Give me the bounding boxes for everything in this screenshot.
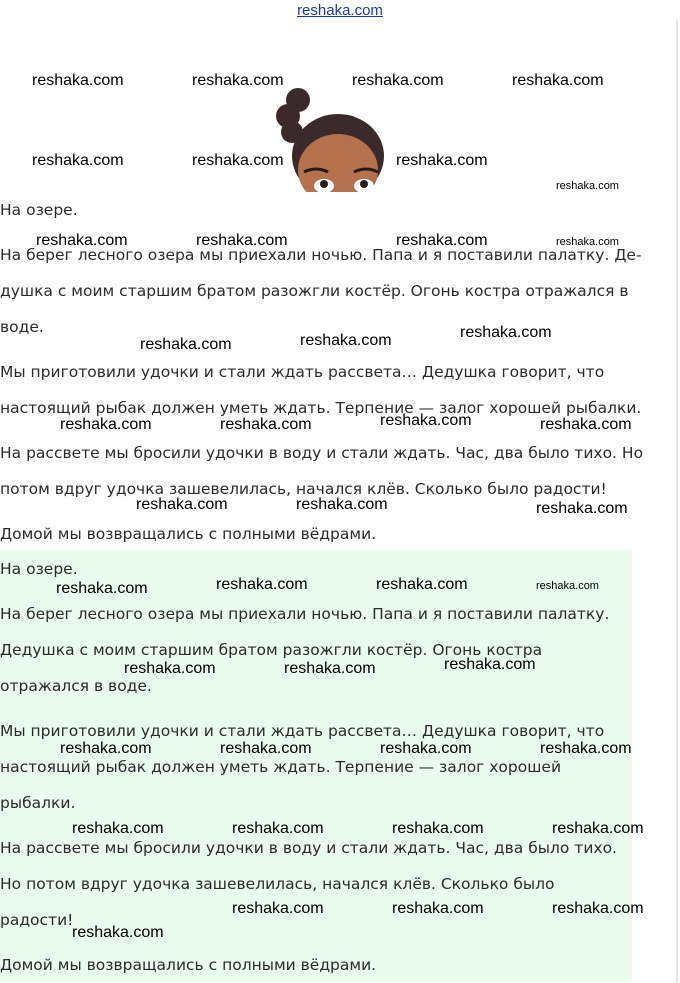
watermark: reshaka.com	[376, 576, 468, 593]
watermark: reshaka.com	[232, 900, 324, 917]
watermark: reshaka.com	[60, 416, 152, 433]
watermark: reshaka.com	[56, 580, 148, 597]
watermark: reshaka.com	[536, 500, 628, 517]
watermark: reshaka.com	[136, 496, 228, 513]
watermark: reshaka.com	[72, 924, 164, 941]
watermark: reshaka.com	[444, 656, 536, 673]
watermark: reshaka.com	[220, 740, 312, 757]
watermark: reshaka.com	[540, 416, 632, 433]
watermark: reshaka.com	[192, 72, 284, 89]
paragraph-line: душка с моим старшим братом разожгли костёр. Огонь костра отражался в	[0, 282, 629, 300]
watermark: reshaka.com	[540, 740, 632, 757]
paragraph-title: На озере.	[0, 560, 78, 578]
watermark: reshaka.com	[232, 820, 324, 837]
paragraph-title: На озере.	[0, 201, 78, 219]
paragraph-line: Но потом вдруг удочка зашевелилась, начался клёв. Сколько было	[0, 875, 555, 893]
watermark: reshaka.com	[380, 740, 472, 757]
paragraph-line: На рассвете мы бросили удочки в воду и стали ждать. Час, два было тихо. Но	[0, 444, 644, 462]
watermark: reshaka.com	[392, 900, 484, 917]
paragraph-line: настоящий рыбак должен уметь ждать. Терпение — залог хорошей	[0, 758, 562, 776]
watermark: reshaka.com	[352, 72, 444, 89]
watermark: reshaka.com	[512, 72, 604, 89]
watermark: reshaka.com	[196, 232, 288, 249]
paragraph-line: Домой мы возвращались с полными вёдрами.	[0, 525, 377, 543]
watermark: reshaka.com	[300, 332, 392, 349]
watermark: reshaka.com	[392, 820, 484, 837]
watermark: reshaka.com	[216, 576, 308, 593]
watermark: reshaka.com	[460, 324, 552, 341]
paragraph-line: Дедушка с моим старшим братом разожгли костёр. Огонь костра	[0, 641, 543, 659]
watermark: reshaka.com	[556, 180, 619, 192]
watermark: reshaka.com	[536, 580, 599, 592]
paragraph-line: На берег лесного озера мы приехали ночью. Папа и я поставили палатку.	[0, 605, 610, 623]
scrollbar-track	[676, 20, 678, 982]
watermark: reshaka.com	[284, 660, 376, 677]
watermark: reshaka.com	[396, 152, 488, 169]
paragraph-line: Домой мы возвращались с полными вёдрами.	[0, 956, 377, 974]
paragraph-line: На берег лесного озера мы приехали ночью. Папа и я поставили палатку. Де-	[0, 246, 642, 264]
watermark: reshaka.com	[380, 412, 472, 429]
paragraph-line: воде.	[0, 318, 44, 336]
watermark: reshaka.com	[72, 820, 164, 837]
site-link[interactable]: reshaka.com	[297, 2, 383, 19]
watermark: reshaka.com	[192, 152, 284, 169]
paragraph-line: настоящий рыбак должен уметь ждать. Терпение — залог хорошей рыбалки.	[0, 399, 642, 417]
watermark: reshaka.com	[32, 72, 124, 89]
paragraph-line: радости!	[0, 911, 74, 929]
paragraph-line: рыбалки.	[0, 794, 76, 812]
watermark: reshaka.com	[220, 416, 312, 433]
paragraph-line: Мы приготовили удочки и стали ждать рассвета… Дедушка говорит, что	[0, 363, 605, 381]
paragraph-line: отражался в воде.	[0, 677, 152, 695]
watermark: reshaka.com	[552, 900, 644, 917]
watermark: reshaka.com	[556, 236, 619, 248]
watermark: reshaka.com	[296, 496, 388, 513]
paragraph-line: На рассвете мы бросили удочки в воду и стали ждать. Час, два было тихо.	[0, 839, 617, 857]
watermark: reshaka.com	[396, 232, 488, 249]
paragraph-line: потом вдруг удочка зашевелилась, начался клёв. Сколько было радости!	[0, 480, 607, 498]
paragraph-line: Мы приготовили удочки и стали ждать рассвета… Дедушка говорит, что	[0, 722, 605, 740]
watermark: reshaka.com	[140, 336, 232, 353]
watermark: reshaka.com	[36, 232, 128, 249]
watermark: reshaka.com	[124, 660, 216, 677]
watermark: reshaka.com	[60, 740, 152, 757]
watermark: reshaka.com	[32, 152, 124, 169]
girl-avatar-illustration	[268, 86, 408, 192]
watermark: reshaka.com	[552, 820, 644, 837]
